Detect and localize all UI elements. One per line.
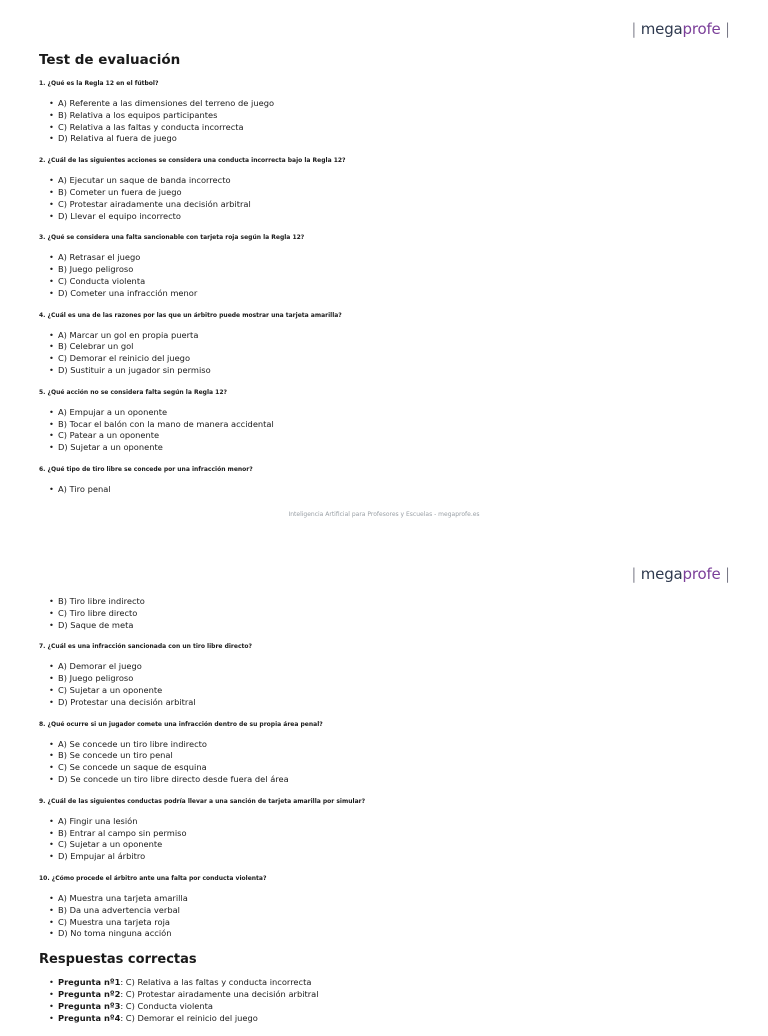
logo-bar-right: | bbox=[725, 20, 730, 38]
logo-bar-right: | bbox=[725, 565, 730, 583]
answers-list bbox=[39, 977, 729, 1024]
option-list bbox=[39, 816, 729, 863]
option-item: • D) Protestar una decisión arbitral bbox=[58, 697, 729, 709]
option-item: • A) Marcar un gol en propia puerta bbox=[58, 330, 729, 342]
page-title: Test de evaluación bbox=[39, 52, 181, 68]
option-item: • B) Tiro libre indirecto bbox=[58, 596, 729, 608]
answer-label: Pregunta nº4 bbox=[58, 1012, 121, 1023]
option-item: • A) Se concede un tiro libre indirecto bbox=[58, 739, 729, 751]
logo-mega: mega bbox=[640, 565, 683, 583]
question-list bbox=[39, 80, 729, 496]
option-item: • B) Tocar el balón con la mano de manera accidental bbox=[58, 419, 729, 431]
option-item: • A) Muestra una tarjeta amarilla bbox=[58, 893, 729, 905]
answer-item bbox=[58, 977, 729, 989]
option-item: • D) Se concede un tiro libre directo desde fuera del área bbox=[58, 774, 729, 786]
question-text: 9. ¿Cuál de las siguientes conductas podría llevar a una sanción de tarjeta amarilla por simular? bbox=[39, 797, 366, 805]
option-item: • C) Patear a un oponente bbox=[58, 430, 729, 442]
question-text: 4. ¿Cuál es una de las razones por las que un árbitro puede mostrar una tarjeta amarilla? bbox=[39, 311, 342, 319]
option-list bbox=[39, 330, 729, 377]
answer-label: Pregunta nº1 bbox=[58, 977, 121, 988]
answer-item bbox=[58, 989, 729, 1001]
option-item: • A) Ejecutar un saque de banda incorrecto bbox=[58, 175, 729, 187]
option-item: • C) Relativa a las faltas y conducta incorrecta bbox=[58, 122, 729, 134]
option-item: • A) Referente a las dimensiones del terreno de juego bbox=[58, 98, 729, 110]
question-text: 2. ¿Cuál de las siguientes acciones se considera una conducta incorrecta bajo la Regla 12? bbox=[39, 157, 346, 165]
question-list bbox=[39, 643, 729, 940]
option-item: • C) Se concede un saque de esquina bbox=[58, 762, 729, 774]
option-item: • A) Demorar el juego bbox=[58, 661, 729, 673]
answers-title: Respuestas correctas bbox=[39, 952, 197, 968]
answer-text: : C) Demorar el reinicio del juego bbox=[120, 1012, 258, 1023]
option-list bbox=[39, 407, 729, 454]
logo-profe: profe bbox=[682, 565, 721, 583]
option-item: • D) Llevar el equipo incorrecto bbox=[58, 211, 729, 223]
megaprofe-logo[interactable] bbox=[631, 565, 730, 583]
answer-text: : C) Conducta violenta bbox=[120, 1000, 213, 1011]
continued-options bbox=[39, 596, 729, 631]
logo-mega: mega bbox=[640, 20, 683, 38]
option-list bbox=[39, 175, 729, 222]
logo-profe: profe bbox=[682, 20, 721, 38]
option-item: • C) Conducta violenta bbox=[58, 276, 729, 288]
footer-text: Inteligencia Artificial para Profesores y Escuelas - megaprofe.es bbox=[288, 511, 480, 518]
option-list bbox=[39, 252, 729, 299]
option-item: • D) No toma ninguna acción bbox=[58, 928, 729, 940]
answer-text: : C) Relativa a las faltas y conducta incorrecta bbox=[120, 977, 312, 988]
answer-label: Pregunta nº3 bbox=[58, 1000, 121, 1011]
option-item: • C) Sujetar a un oponente bbox=[58, 685, 729, 697]
question-text: 7. ¿Cuál es una infracción sancionada con un tiro libre directo? bbox=[39, 643, 252, 651]
option-item: • A) Tiro penal bbox=[58, 484, 729, 496]
option-item: • A) Retrasar el juego bbox=[58, 252, 729, 264]
option-item: • D) Relativa al fuera de juego bbox=[58, 133, 729, 145]
option-item: • C) Muestra una tarjeta roja bbox=[58, 917, 729, 929]
option-item: • D) Sustituir a un jugador sin permiso bbox=[58, 365, 729, 377]
option-item: • B) Juego peligroso bbox=[58, 673, 729, 685]
option-item: • D) Saque de meta bbox=[58, 620, 729, 632]
question-text: 1. ¿Qué es la Regla 12 en el fútbol? bbox=[39, 80, 159, 87]
logo-bar-left: | bbox=[631, 20, 637, 38]
option-item: • B) Cometer un fuera de juego bbox=[58, 187, 729, 199]
option-item: • B) Se concede un tiro penal bbox=[58, 750, 729, 762]
option-item: • D) Sujetar a un oponente bbox=[58, 442, 729, 454]
question-text: 6. ¿Qué tipo de tiro libre se concede por una infracción menor? bbox=[39, 465, 253, 473]
option-item: • C) Tiro libre directo bbox=[58, 608, 729, 620]
option-item: • D) Cometer una infracción menor bbox=[58, 288, 729, 300]
page-2-content bbox=[39, 596, 729, 1036]
page-2 bbox=[0, 535, 768, 1024]
question-text: 8. ¿Qué ocurre si un jugador comete una infracción dentro de su propia área penal? bbox=[39, 720, 323, 728]
option-item: • B) Celebrar un gol bbox=[58, 341, 729, 353]
option-item: • C) Sujetar a un oponente bbox=[58, 839, 729, 851]
option-list bbox=[39, 484, 729, 496]
option-item: • D) Empujar al árbitro bbox=[58, 851, 729, 863]
option-item: • A) Fingir una lesión bbox=[58, 816, 729, 828]
option-item: • C) Protestar airadamente una decisión arbitral bbox=[58, 199, 729, 211]
answer-label: Pregunta nº2 bbox=[58, 988, 121, 999]
question-text: 10. ¿Cómo procede el árbitro ante una falta por conducta violenta? bbox=[39, 874, 267, 882]
option-item: • A) Empujar a un oponente bbox=[58, 407, 729, 419]
option-list bbox=[39, 98, 729, 145]
answer-item bbox=[58, 1001, 729, 1013]
option-list bbox=[39, 661, 729, 708]
option-item: • B) Da una advertencia verbal bbox=[58, 905, 729, 917]
answer-item bbox=[58, 1013, 729, 1025]
page-1-content bbox=[39, 52, 729, 508]
question-text: 3. ¿Qué se considera una falta sancionable con tarjeta roja según la Regla 12? bbox=[39, 234, 305, 242]
answer-text: : C) Protestar airadamente una decisión arbitral bbox=[120, 988, 319, 999]
option-item: • B) Juego peligroso bbox=[58, 264, 729, 276]
option-item: • C) Demorar el reinicio del juego bbox=[58, 353, 729, 365]
question-text: 5. ¿Qué acción no se considera falta según la Regla 12? bbox=[39, 388, 227, 396]
logo-bar-left: | bbox=[631, 565, 637, 583]
option-list bbox=[39, 893, 729, 940]
megaprofe-logo[interactable] bbox=[631, 20, 730, 38]
option-list bbox=[39, 739, 729, 786]
option-item: • B) Entrar al campo sin permiso bbox=[58, 828, 729, 840]
option-item: • B) Relativa a los equipos participantes bbox=[58, 110, 729, 122]
